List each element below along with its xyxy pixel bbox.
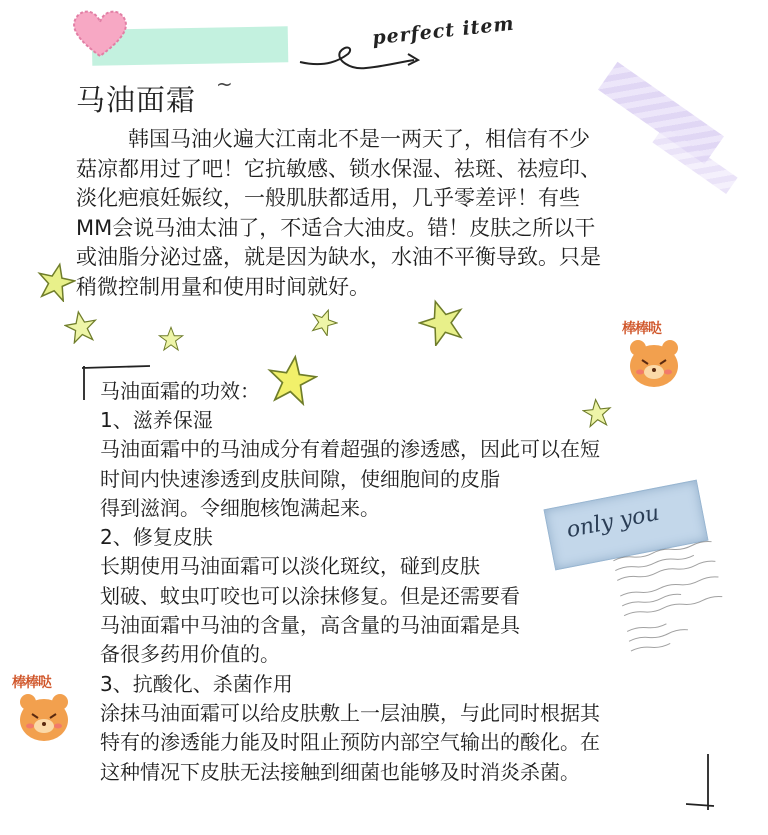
effect-line: 特有的渗透能力能及时阻止预防内部空气输出的酸化。在 <box>100 730 600 755</box>
effect-line: 马油面霜中马油的含量，高含量的马油面霜是具 <box>100 613 520 638</box>
intro-line: MM会说马油太油了，不适合大油皮。错！皮肤之所以干 <box>76 215 596 240</box>
effect-heading: 2、修复皮肤 <box>100 525 213 550</box>
star-icon <box>36 262 76 302</box>
effect-line: 得到滋润。令细胞核饱满起来。 <box>100 495 380 520</box>
intro-line: 韩国马油火遍大江南北不是一两天了，相信有不少 <box>128 127 590 151</box>
star-icon <box>418 298 466 346</box>
effect-line: 马油面霜中的马油成分有着超强的渗透感，因此可以在短 <box>100 437 600 462</box>
effect-line: 划破、蚊虫叮咬也可以涂抹修复。但是还需要看 <box>100 583 520 608</box>
intro-paragraph <box>76 125 716 302</box>
star-icon <box>158 326 184 352</box>
intro-line: 菇凉都用过了吧！它抗敏感、锁水保湿、祛斑、祛痘印、 <box>76 156 601 181</box>
star-icon <box>310 308 338 336</box>
bear-sticker-icon <box>620 318 688 392</box>
effect-heading: 3、抗酸化、杀菌作用 <box>100 671 293 696</box>
effect-line: 时间内快速渗透到皮肤间隙，使细胞间的皮脂 <box>100 466 500 491</box>
sticker-label: 棒棒哒 <box>622 321 661 337</box>
section-title: 马油面霜的功效： <box>100 379 260 403</box>
title-tilde: ~ <box>216 72 233 96</box>
effect-line: 备很多药用价值的。 <box>100 642 280 667</box>
intro-line: 或油脂分泌过盛，就是因为缺水，水油不平衡导致。只是 <box>76 245 601 269</box>
perfect-item-decoration: perfect item <box>371 12 516 50</box>
bear-sticker-icon <box>10 672 78 746</box>
star-icon <box>266 354 318 406</box>
intro-line: 稍微控制用量和使用时间就好。 <box>76 274 370 299</box>
heart-icon <box>68 6 132 60</box>
sticker-label: 棒棒哒 <box>12 675 51 691</box>
swirl-arrow-icon <box>296 40 426 80</box>
page-title: 马油面霜 <box>76 83 197 117</box>
scribble-lines-decoration <box>608 528 760 669</box>
intro-line: 淡化疤痕妊娠纹，一般肌肤都适用，几乎零差评！有些 <box>76 186 580 210</box>
note-tag-text: only you <box>564 500 662 544</box>
effect-line: 涂抹马油面霜可以给皮肤敷上一层油膜，与此同时根据其 <box>100 700 600 725</box>
effect-item <box>100 670 720 787</box>
effect-heading: 1、滋养保湿 <box>100 408 213 432</box>
effect-line: 长期使用马油面霜可以淡化斑纹，碰到皮肤 <box>100 554 480 579</box>
star-icon <box>64 310 98 344</box>
effect-line: 这种情况下皮肤无法接触到细菌也能够及时消炎杀菌。 <box>100 759 580 784</box>
